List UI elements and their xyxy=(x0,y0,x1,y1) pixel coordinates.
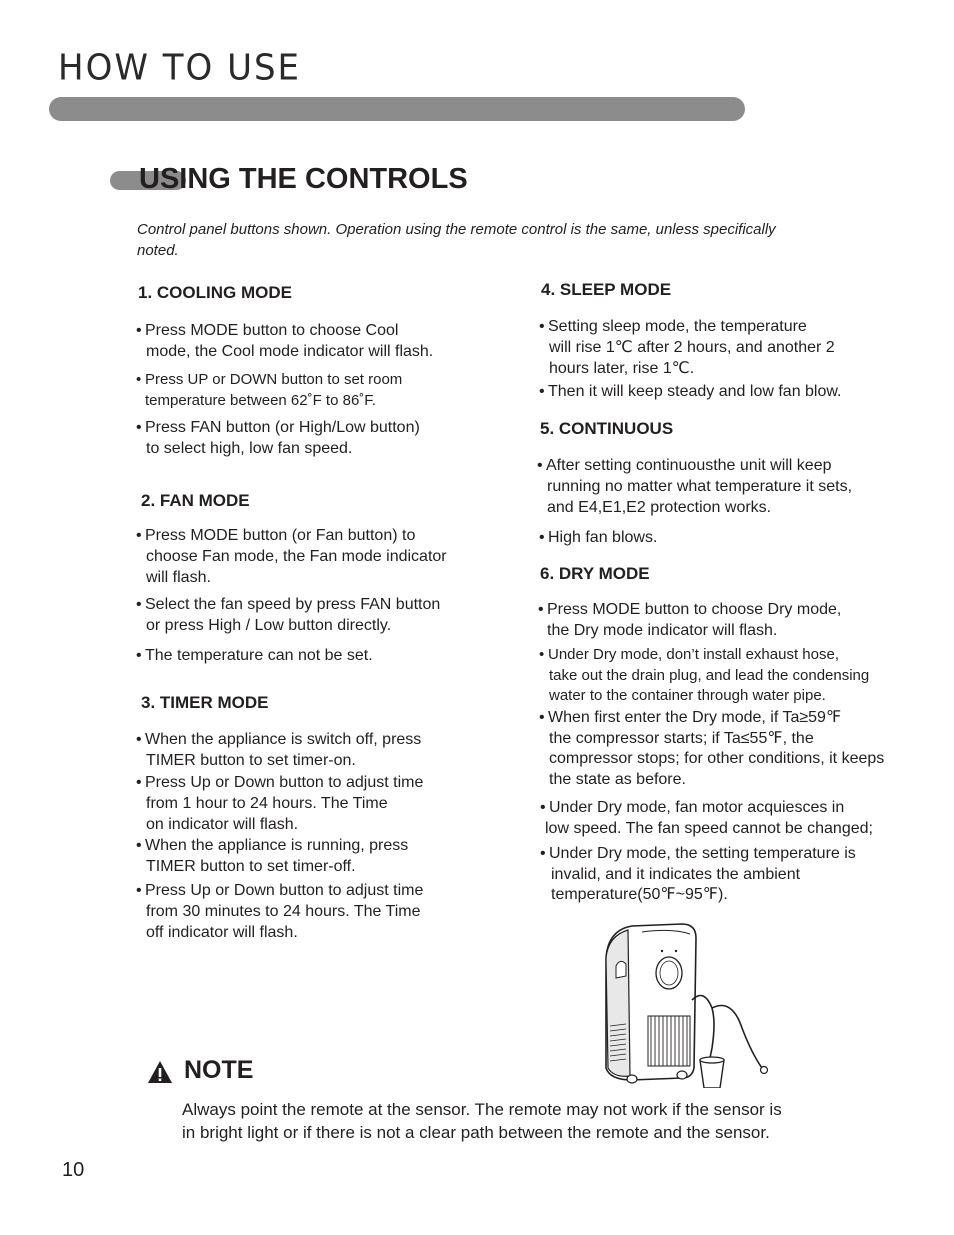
page-header-title: HOW TO USE xyxy=(58,47,302,89)
timer-bullet-1: • When the appliance is switch off, press TIMER button to set timer-on. xyxy=(136,731,422,769)
continuous-bullet-1: • After setting continuousthe unit will keep running no matter what temperature it sets, and E4,E1,E2 protection works. xyxy=(537,457,853,516)
air-conditioner-illustration xyxy=(592,918,777,1088)
cooling-bullet-3: • Press FAN button (or High/Low button) to select high, low fan speed. xyxy=(136,419,420,457)
fan-bullet-2: • Select the fan speed by press FAN button or press High / Low button directly. xyxy=(136,596,441,634)
dry-mode-heading: 6. DRY MODE xyxy=(540,564,650,583)
cooling-bullet-2: • Press UP or DOWN button to set room temperature between 62˚F to 86˚F. xyxy=(136,371,403,409)
warning-icon xyxy=(147,1060,173,1084)
dry-bullet-1: • Press MODE button to choose Dry mode, the Dry mode indicator will flash. xyxy=(538,601,842,639)
page-number: 10 xyxy=(62,1159,85,1181)
intro-text: Control panel buttons shown. Operation using the remote control is the same, unless specifically noted. xyxy=(137,221,776,259)
dry-bullet-2: • Under Dry mode, don’t install exhaust hose, take out the drain plug, and lead the condensing water to the container through water pipe. xyxy=(539,646,870,704)
sleep-bullet-1: • Setting sleep mode, the temperature will rise 1℃ after 2 hours, and another 2 hours later, rise 1℃. xyxy=(539,318,835,377)
note-title: NOTE xyxy=(184,1056,254,1084)
dry-bullet-3: • When first enter the Dry mode, if Ta≥59℉ the compressor starts; if Ta≤55℉, the compressor stops; for other conditions, it keeps the state as before. xyxy=(539,709,885,788)
timer-mode-heading: 3. TIMER MODE xyxy=(141,693,269,712)
fan-bullet-3: • The temperature can not be set. xyxy=(136,647,373,664)
note-text: Always point the remote at the sensor. The remote may not work if the sensor is in bright light or if there is not a clear path between the remote and the sensor. xyxy=(182,1100,782,1142)
header-divider-bar xyxy=(49,97,745,121)
continuous-heading: 5. CONTINUOUS xyxy=(540,419,674,438)
timer-bullet-4: • Press Up or Down button to adjust time from 30 minutes to 24 hours. The Time off indicator will flash. xyxy=(136,882,424,941)
fan-bullet-1: • Press MODE button (or Fan button) to choose Fan mode, the Fan mode indicator will flash. xyxy=(136,527,447,586)
timer-bullet-3: • When the appliance is running, press TIMER button to set timer-off. xyxy=(136,837,409,875)
dry-bullet-5: • Under Dry mode, the setting temperature is invalid, and it indicates the ambient temperature(50℉~95℉). xyxy=(540,845,856,903)
section-title: USING THE CONTROLS xyxy=(139,163,468,195)
sleep-mode-heading: 4. SLEEP MODE xyxy=(541,280,672,299)
timer-bullet-2: • Press Up or Down button to adjust time from 1 hour to 24 hours. The Time on indicator will flash. xyxy=(136,774,424,833)
continuous-bullet-2: • High fan blows. xyxy=(539,529,658,546)
cooling-bullet-1: • Press MODE button to choose Cool mode, the Cool mode indicator will flash. xyxy=(136,322,434,360)
fan-mode-heading: 2. FAN MODE xyxy=(141,491,250,510)
dry-bullet-4: • Under Dry mode, fan motor acquiesces in low speed. The fan speed cannot be changed; xyxy=(540,799,873,837)
sleep-bullet-2: • Then it will keep steady and low fan blow. xyxy=(539,383,842,400)
cooling-mode-heading: 1. COOLING MODE xyxy=(138,283,292,302)
